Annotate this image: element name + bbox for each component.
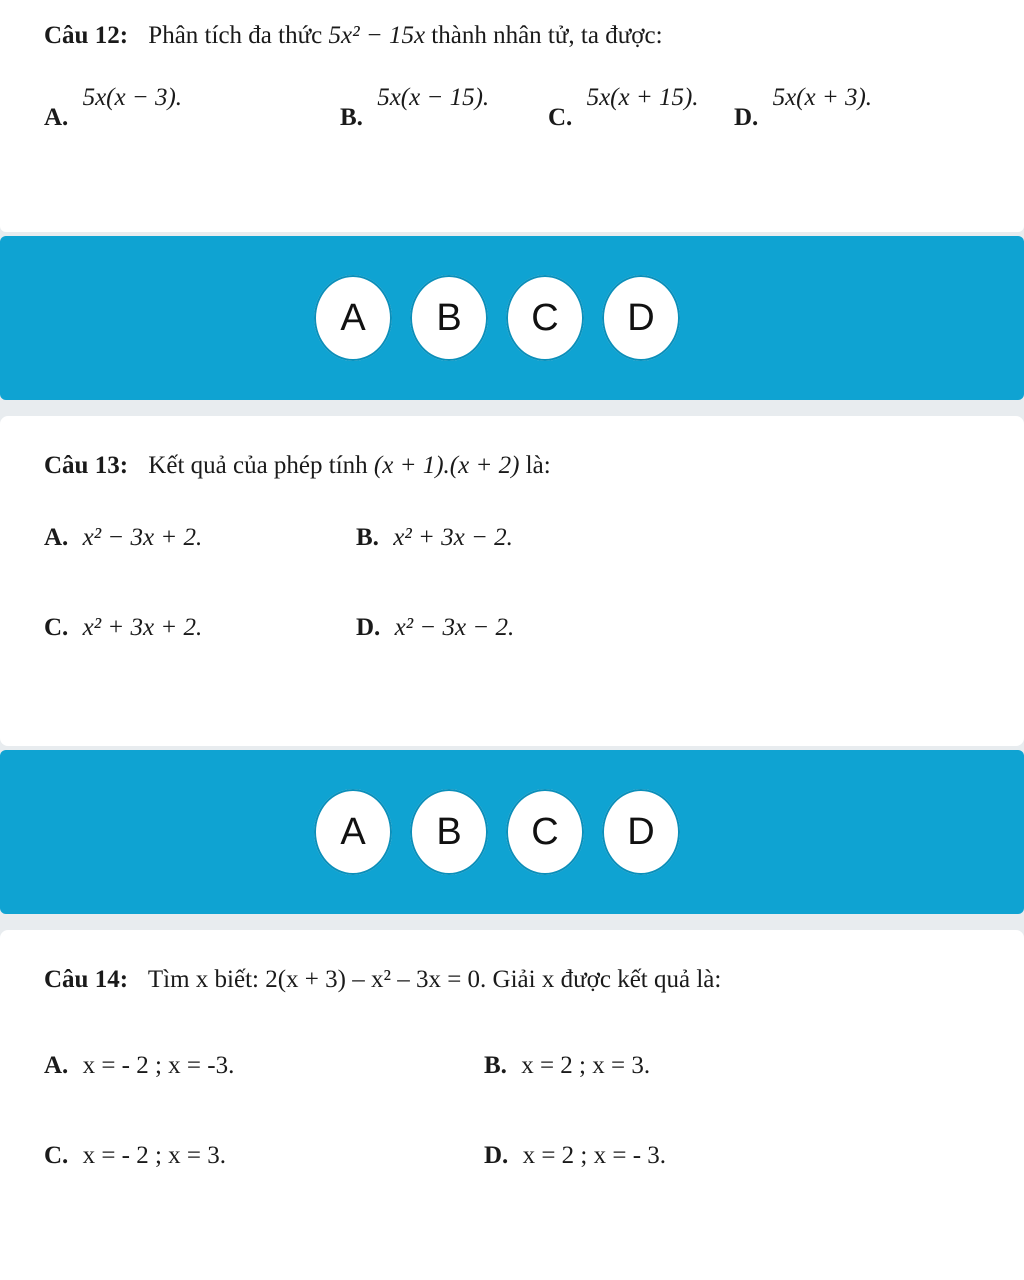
option-b	[356, 524, 513, 552]
option-value: x² + 3x − 2.	[393, 524, 513, 551]
question-expression: 5x² − 15x	[328, 22, 426, 49]
option-label: C.	[44, 1142, 69, 1169]
question-12-title	[44, 22, 663, 50]
option-label: B.	[356, 524, 379, 551]
option-a	[44, 1052, 234, 1080]
option-value: x = 2 ; x = - 3.	[522, 1142, 667, 1169]
question-text-after: thành nhân tử, ta được:	[431, 22, 663, 49]
option-d	[356, 614, 514, 642]
question-13-title	[44, 452, 551, 480]
option-label: D.	[356, 614, 381, 641]
question-14-card	[0, 930, 1024, 1280]
answer-button-c[interactable]: C	[506, 275, 584, 361]
option-value: 5x(x + 3).	[772, 84, 873, 111]
option-a	[44, 524, 202, 552]
option-b	[340, 84, 490, 132]
option-label: A.	[44, 524, 69, 551]
answer-button-a[interactable]: A	[314, 275, 392, 361]
answer-button-a[interactable]: A	[314, 789, 392, 875]
option-value: x² − 3x + 2.	[82, 524, 203, 551]
question-number: Câu 14:	[44, 966, 129, 993]
option-a	[44, 84, 183, 132]
question-expression: (x + 1).(x + 2)	[373, 452, 520, 479]
option-label: D.	[734, 104, 759, 131]
option-b	[484, 1052, 650, 1080]
question-14-title	[44, 966, 721, 994]
answer-bar-2	[0, 750, 1024, 914]
option-value: x² + 3x + 2.	[82, 614, 203, 641]
answer-button-d[interactable]: D	[602, 789, 680, 875]
question-number: Câu 12:	[44, 22, 129, 49]
option-label: C.	[548, 104, 573, 131]
question-text: Tìm x biết: 2(x + 3) – x² – 3x = 0. Giải x được kết quả là:	[147, 966, 722, 993]
question-text-before: Phân tích đa thức	[148, 22, 323, 49]
option-value: x = - 2 ; x = -3.	[82, 1052, 235, 1079]
option-c	[44, 614, 202, 642]
question-13-card	[0, 416, 1024, 746]
answer-button-b[interactable]: B	[410, 275, 488, 361]
option-value: 5x(x − 15).	[377, 84, 490, 111]
option-value: x = - 2 ; x = 3.	[82, 1142, 227, 1169]
answer-choices	[314, 236, 680, 400]
option-label: A.	[44, 1052, 69, 1079]
option-label: D.	[484, 1142, 509, 1169]
option-value: x² − 3x − 2.	[394, 614, 515, 641]
question-number: Câu 13:	[44, 452, 129, 479]
question-12-card	[0, 0, 1024, 232]
question-text-after: là:	[525, 452, 551, 479]
option-c	[548, 84, 699, 132]
option-label: B.	[340, 104, 363, 131]
option-label: B.	[484, 1052, 507, 1079]
option-d	[484, 1142, 666, 1170]
answer-button-d[interactable]: D	[602, 275, 680, 361]
option-value: 5x(x + 15).	[586, 84, 699, 111]
answer-choices	[314, 750, 680, 914]
option-label: A.	[44, 104, 69, 131]
answer-bar-1	[0, 236, 1024, 400]
answer-button-c[interactable]: C	[506, 789, 584, 875]
option-d	[734, 84, 873, 132]
answer-button-b[interactable]: B	[410, 789, 488, 875]
option-value: 5x(x − 3).	[82, 84, 183, 111]
option-label: C.	[44, 614, 69, 641]
question-text-before: Kết quả của phép tính	[148, 452, 368, 479]
option-value: x = 2 ; x = 3.	[521, 1052, 651, 1079]
option-c	[44, 1142, 226, 1170]
